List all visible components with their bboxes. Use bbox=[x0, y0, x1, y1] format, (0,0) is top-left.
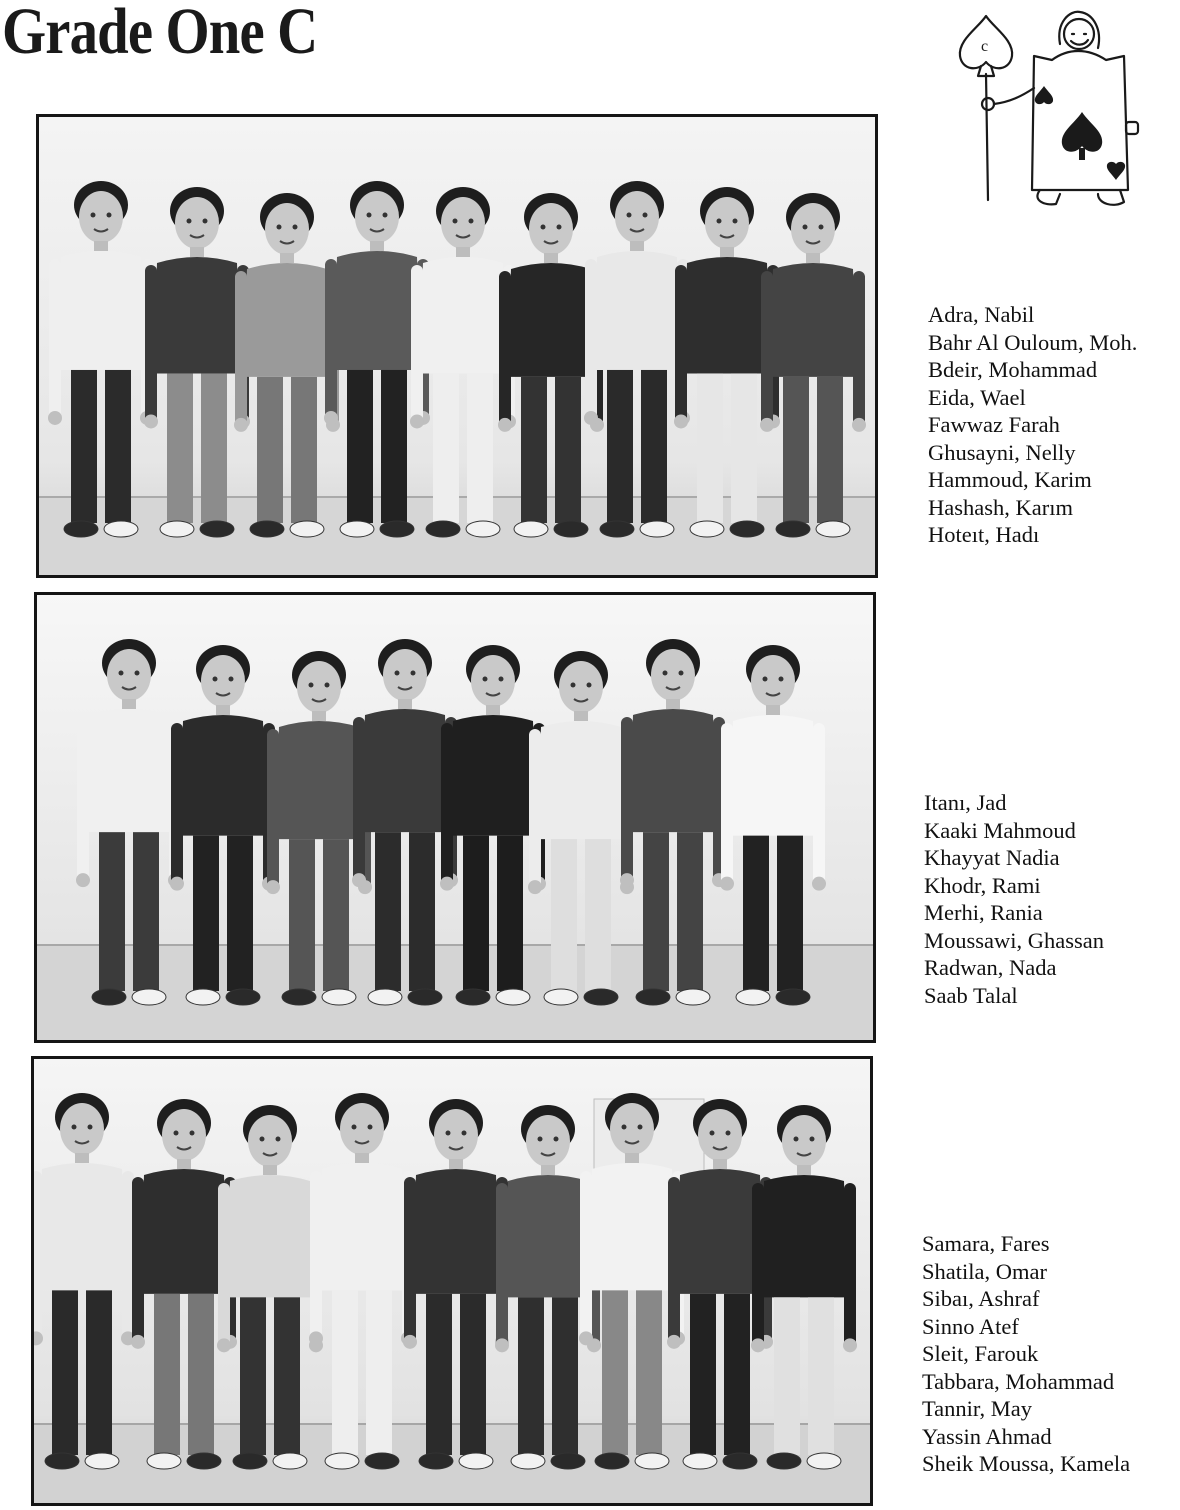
class-photo-3-image bbox=[34, 1059, 870, 1503]
roster-name: Hammoud, Karim bbox=[928, 467, 1092, 492]
roster-name: Bahr Al Ouloum, Moh. bbox=[928, 329, 1138, 355]
class-photo-3 bbox=[31, 1056, 873, 1506]
flag-letter: c bbox=[981, 38, 989, 55]
roster-name: Hashash, Karım bbox=[928, 494, 1073, 520]
roster-name: Merhi, Rania bbox=[924, 900, 1043, 925]
roster-name: Hoteıt, Hadı bbox=[928, 522, 1040, 547]
roster-name: Itanı, Jad bbox=[924, 790, 1007, 815]
roster-name: Ghusayni, Nelly bbox=[928, 439, 1076, 465]
roster-list-3 bbox=[922, 1230, 1130, 1478]
roster-name: Khayyat Nadia bbox=[924, 845, 1060, 870]
roster-name: Kaaki Mahmoud bbox=[924, 817, 1076, 843]
roster-name: Sinno Atef bbox=[922, 1313, 1019, 1339]
roster-list-2 bbox=[924, 789, 1104, 1009]
roster-name: Moussawi, Ghassan bbox=[924, 927, 1104, 953]
roster-name: Bdeir, Mohammad bbox=[928, 357, 1098, 382]
roster-name: Shatila, Omar bbox=[922, 1258, 1047, 1284]
class-photo-2 bbox=[34, 592, 876, 1043]
roster-name: Eida, Wael bbox=[928, 384, 1026, 410]
roster-name: Khodr, Rami bbox=[924, 872, 1041, 898]
roster-name: Adra, Nabil bbox=[928, 302, 1035, 327]
class-photo-1-image bbox=[39, 117, 875, 575]
roster-name: Sheik Moussa, Kamela bbox=[922, 1451, 1131, 1476]
class-photo-1 bbox=[36, 114, 878, 578]
roster-name: Sibaı, Ashraf bbox=[922, 1286, 1040, 1311]
roster-name: Saab Talal bbox=[924, 982, 1018, 1008]
page-title: Grade One C bbox=[2, 0, 318, 68]
roster-name: Yassin Ahmad bbox=[922, 1423, 1052, 1449]
roster-name: Samara, Fares bbox=[922, 1231, 1050, 1256]
roster-name: Tannir, May bbox=[922, 1396, 1032, 1421]
roster-name: Sleit, Farouk bbox=[922, 1341, 1039, 1366]
spade-card-soldier-icon bbox=[948, 4, 1178, 214]
roster-name: Tabbara, Mohammad bbox=[922, 1368, 1115, 1394]
roster-name: Radwan, Nada bbox=[924, 955, 1057, 980]
roster-list-1 bbox=[928, 301, 1137, 549]
roster-name: Fawwaz Farah bbox=[928, 412, 1060, 437]
class-photo-2-image bbox=[37, 595, 873, 1040]
